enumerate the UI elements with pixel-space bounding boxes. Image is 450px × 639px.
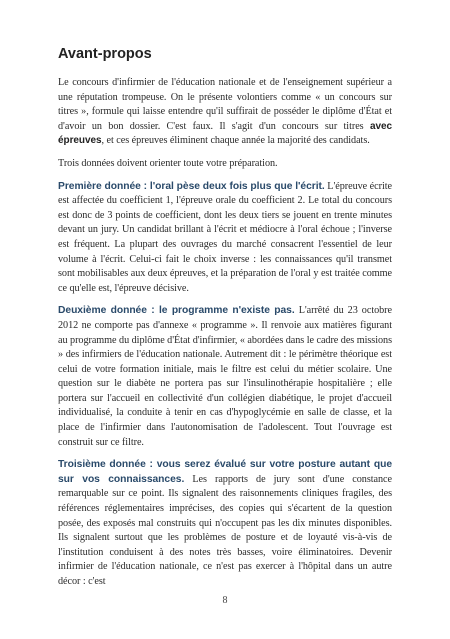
page-title: Avant-propos [58,46,152,62]
section-premiere-donnee [58,180,392,297]
trois-donnees-paragraph: Trois données doivent orienter toute votre préparation. [58,157,278,169]
section-body: L'arrêté du 23 octobre 2012 ne comporte pas d'annexe « programme ». Il renvoie aux matières figurant au programme du diplôme d'État d'infirmier, « abordées dans le cadre des missions » des infirmiers de l'éducation nationale. Autrement dit : le périmètre théorique est celui de votre formation initiale, mais le filtre est celui du métier scolaire. Une question sur le diabète ne portera pas sur l'insulinothérapie hospitalière ; elle portera sur l'accueil en collectivité d'un collégien diabétique, le projet d'accueil individualisé, la conduite à tenir en cas d'hypoglycémie en salle de classe, et la place de l'infirmier dans l'autonomisation de l'adolescent. Tout l'ouvrage est construit sur ce filtre. [58,305,392,448]
intro-text-before: Le concours d'infirmier de l'éducation nationale et de l'enseignement supérieur a une réputation trompeuse. On le présente volontiers comme « un concours sur titres », formule qui laisse entendre qu'il suffirait de posséder le diplôme d'État et d'avoir un bon dossier. C'est faux. Il s'agit d'un concours sur titres [58,77,392,132]
section-lead: Deuxième donnée : le programme n'existe pas. [58,305,295,317]
intro-paragraph [58,76,392,149]
section-lead: Troisième donnée : vous serez évalué sur votre posture autant que sur vos connaissances. [58,459,392,485]
section-deuxieme-donnee [58,304,392,450]
section-body: Les rapports de jury sont d'une constance remarquable sur ce point. Ils signalent des raisonnements cliniques fragiles, des références réglementaires imprécises, des copies qui s'écartent de la question posée, des exposés mal construits qui n'occupent pas les dix minutes disponibles. Ils signalent surtout que les problèmes de posture et de loyauté vis-à-vis de l'institution conduisent à des notes très basses, voire éliminatoires. Devenir infirmier de l'éducation nationale, ce n'est pas exercer à l'hôpital dans un autre décor : c'est [58,473,392,587]
section-troisieme-donnee [58,458,392,589]
page-number: 8 [222,595,228,606]
section-body: L'épreuve écrite est affectée du coefficient 1, l'épreuve orale du coefficient 2. Le total du concours est donc de 3 points de coefficient, dont les deux tiers se jouent en trente minutes devant un jury. Un candidat brillant à l'écrit et médiocre à l'oral échoue ; l'inverse est fréquent. La plupart des ouvrages du marché consacrent l'essentiel de leur volume à l'écrit. Celui-ci fait le choix inverse : les connaissances qu'il transmet sont mobilisables aux deux épreuves, et la préparation de l'oral y est traitée comme ce qu'elle est, l'épreuve décisive. [58,180,392,294]
section-lead: Première donnée : l'oral pèse deux fois plus que l'écrit. [58,180,325,192]
intro-emphasis: avec épreuves [58,120,392,147]
page-content [58,46,392,598]
intro-text-after: , et ces épreuves éliminent chaque année la majorité des candidats. [101,135,370,147]
